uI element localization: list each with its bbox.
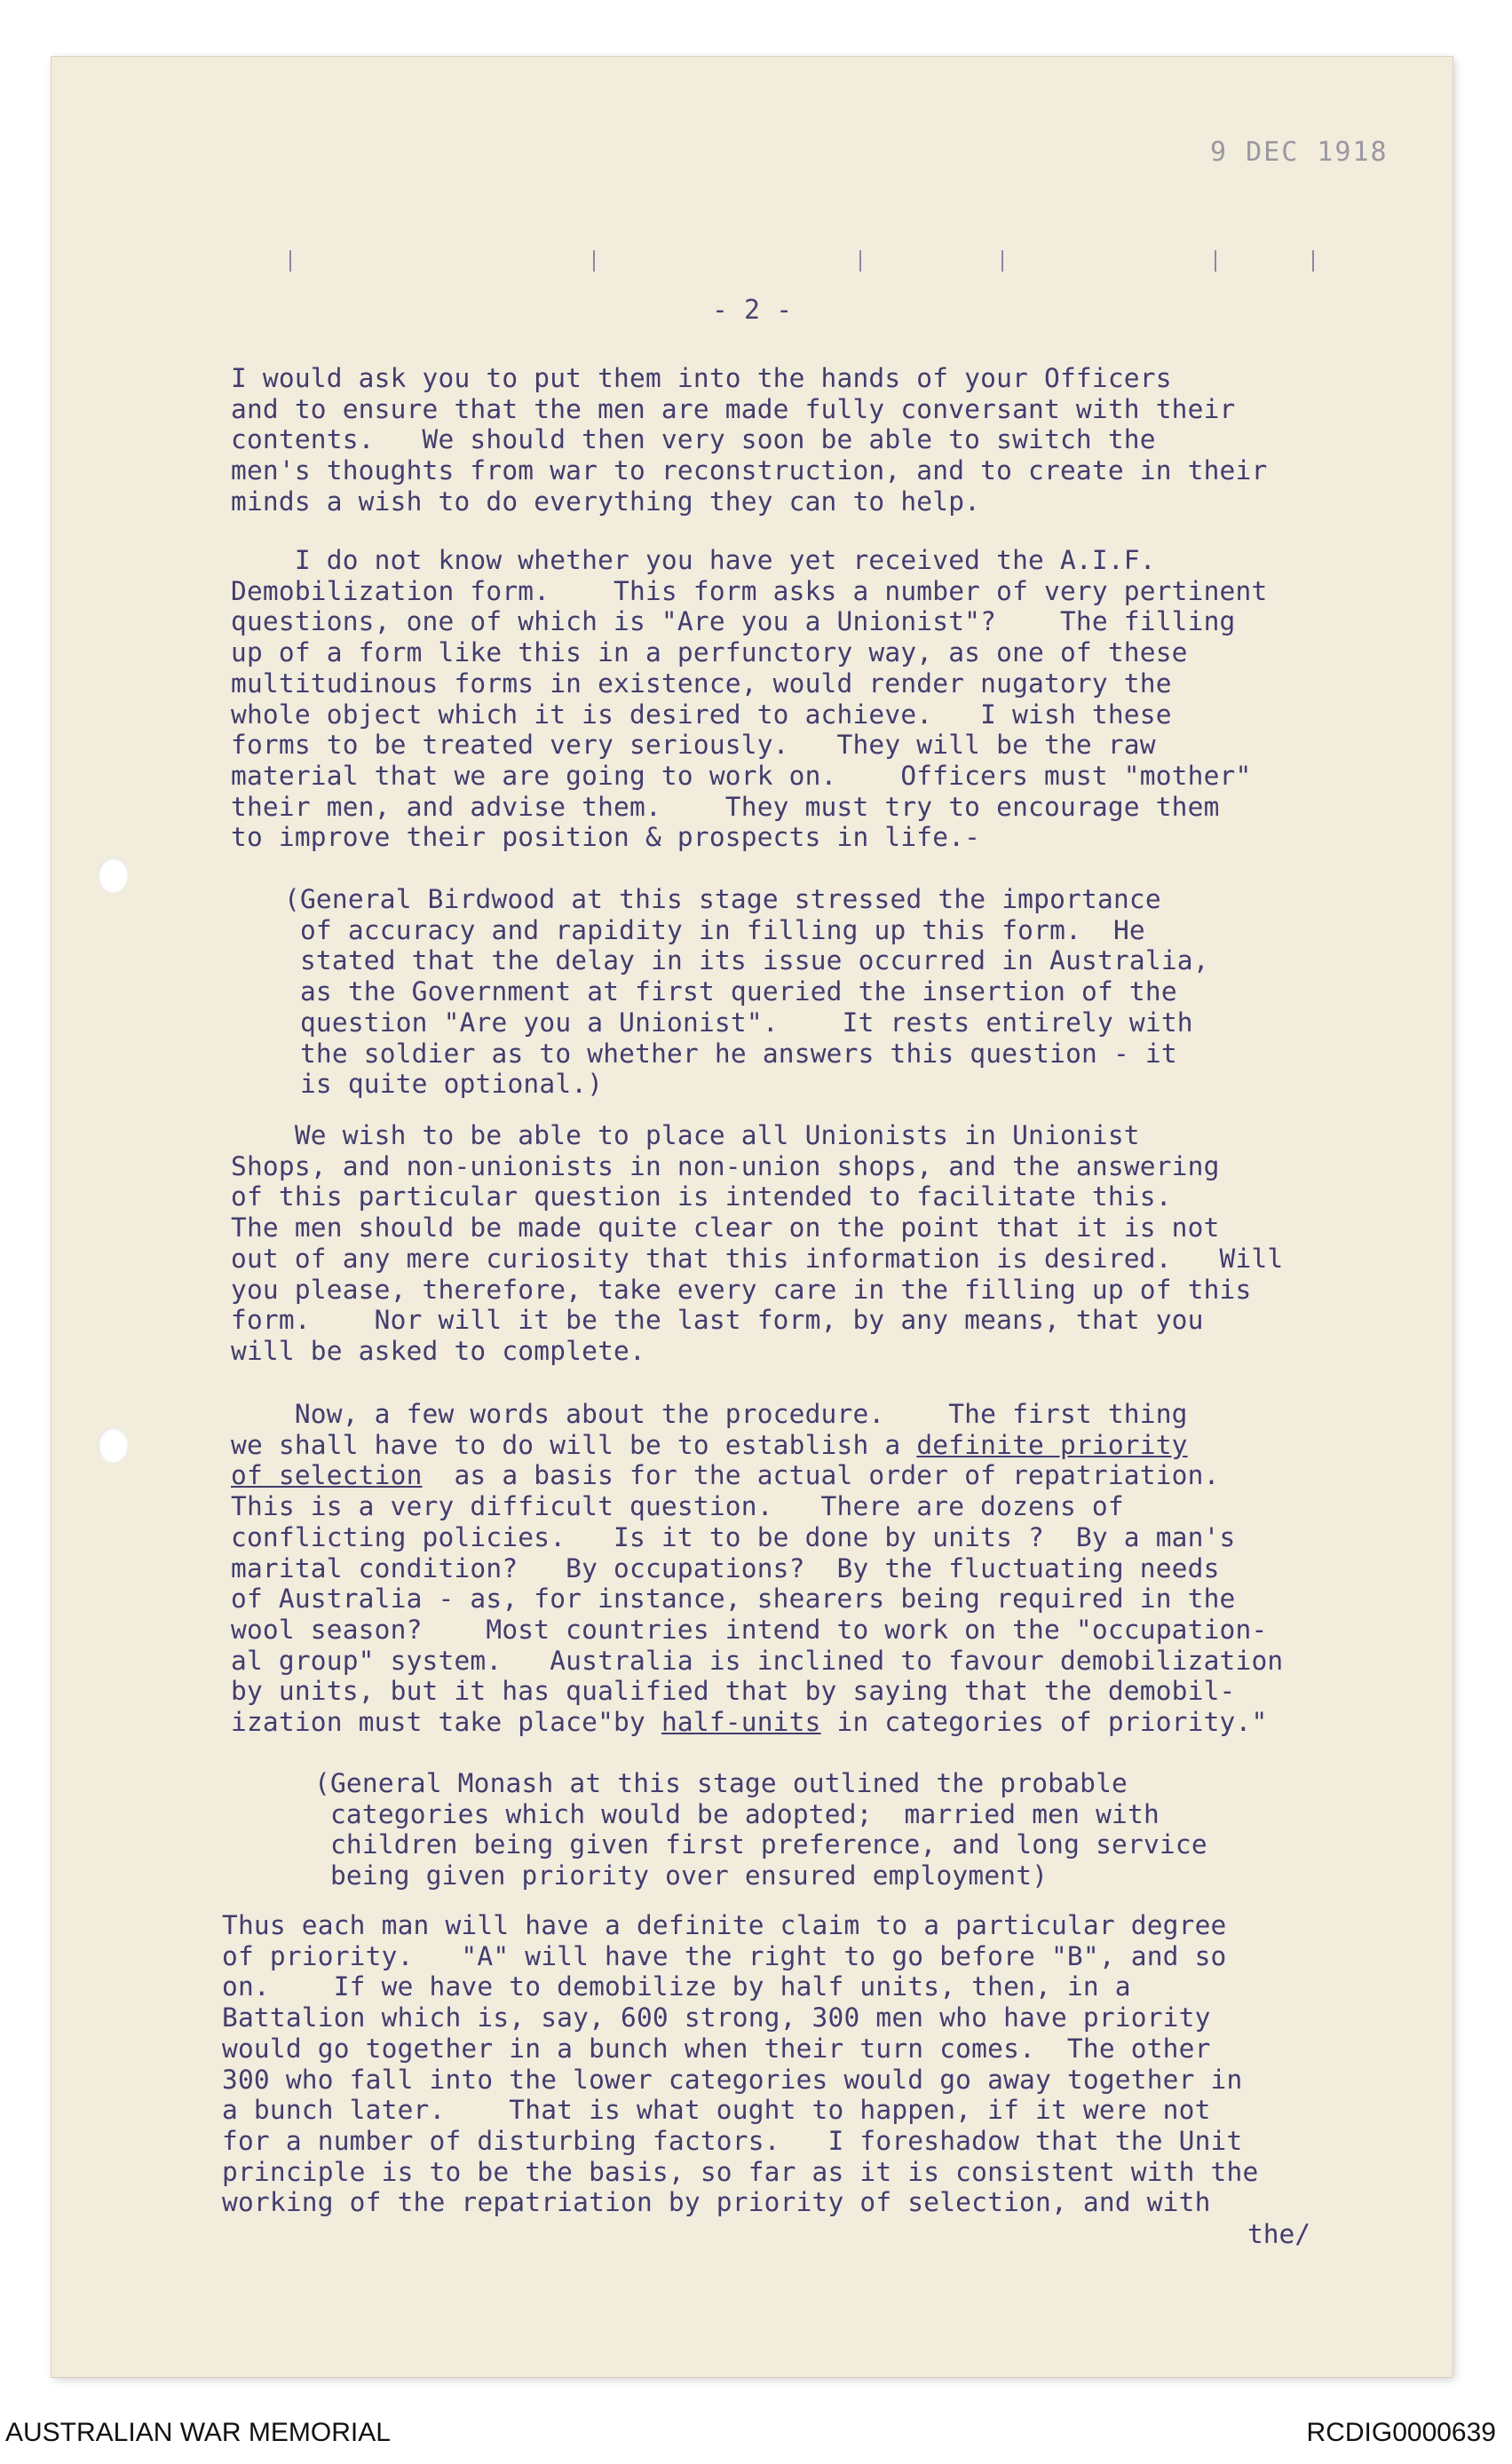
punch-hole-bottom (98, 1427, 128, 1463)
catchword: the/ (1247, 2219, 1310, 2249)
tick-mark (1001, 250, 1003, 272)
paragraph-3-birdwood-note: (General Birdwood at this stage stressed the importance of accuracy and rapidity in filling up this form. He stated that the delay in its issue occurred in Australia, as the Government at first queried the insertion of the question "Are you a Unionist". It rests entirely with the soldier as to whether he answers this question - it is quite optional.) (284, 884, 1209, 1100)
tick-mark (593, 250, 595, 272)
paragraph-1: I would ask you to put them into the hands of your Officers and to ensure that the men are made fully conversant with their contents. We should then very soon be able to switch the men's thoughts from war to reconstruction, and to create in their minds a wish to do everything they can to help. (231, 363, 1268, 517)
paragraph-4: We wish to be able to place all Unionists in Unionist Shops, and non-unionists in non-union shops, and the answering of this particular question is intended to facilitate this. The men should be made quite clear on the point that it is not out of any mere curiosity that this information is desired. Will you please, therefore, take every care in the filling up of this form. Nor will it be the last form, by any means, that you will be asked to complete. (231, 1120, 1284, 1366)
tick-mark (1215, 250, 1216, 272)
tick-mark (1312, 250, 1314, 272)
paragraph-5 (231, 1399, 1283, 1738)
tick-mark (859, 250, 861, 272)
paragraph-2: I do not know whether you have yet received the A.I.F. Demobilization form. This form asks a number of very pertinent questions, one of which is "Are you a Unionist"? The filling up of a form like this in a perfunctory way, as one of these multitudinous forms in existence, would render nugatory the whole object which it is desired to achieve. I wish these forms to be treated very seriously. They will be the raw material that we are going to work on. Officers must "mother" their men, and advise them. They must try to encourage them to improve their position & prospects in life.- (231, 545, 1268, 853)
of-selection-underlined: of selection (231, 1460, 423, 1491)
tick-mark (289, 250, 291, 272)
punch-hole-top (98, 857, 128, 893)
document-page (51, 57, 1453, 2377)
paragraph-5-part-a: Now, a few words about the procedure. The first thing we shall have to do will be to establish a (231, 1399, 1188, 1460)
date-stamp: 9 DEC 1918 (1210, 137, 1389, 168)
archive-credit: AUSTRALIAN WAR MEMORIAL (5, 2418, 391, 2447)
paragraph-5-part-b: as a basis for the actual order of repatriation. This is a very difficult question. There are dozens of conflicting policies. Is it to be done by units ? By a man's marital condition? By occupations? By the fluctuating needs of Australia - as, for instance, shearers being required in the wool season? Most countries intend to work on the "occupation- al group" system. Australia is inclined to favour demobilization by units, but it has qualified that by saying that the demobil- ization must take place"by (231, 1460, 1284, 1738)
paragraph-7: Thus each man will have a definite claim to a particular degree of priority. "A" will have the right to go before "B", and so on. If we have to demobilize by half units, then, in a Battalion which is, say, 600 strong, 300 men who have priority would go together in a bunch when their turn comes. The other 300 who fall into the lower categories would go away together in a bunch later. That is what ought to happen, if it were not for a number of disturbing factors. I foreshadow that the Unit principle is to be the basis, so far as it is consistent with the working of the repatriation by priority of selection, and with (222, 1910, 1259, 2218)
paragraph-6-monash-note: (General Monash at this stage outlined the probable categories which would be adopted; married men with children being given first preference, and long service being given priority over ensured employment) (314, 1768, 1207, 1891)
half-units-underlined: half-units (661, 1707, 821, 1738)
archive-reference: RCDIG0000639 (1306, 2418, 1496, 2447)
paragraph-5-part-c: in categories of priority." (820, 1707, 1268, 1738)
tick-marks (273, 250, 1339, 286)
page-number: - 2 - (711, 295, 793, 326)
definite-priority-underlined: definite priority (916, 1429, 1188, 1460)
